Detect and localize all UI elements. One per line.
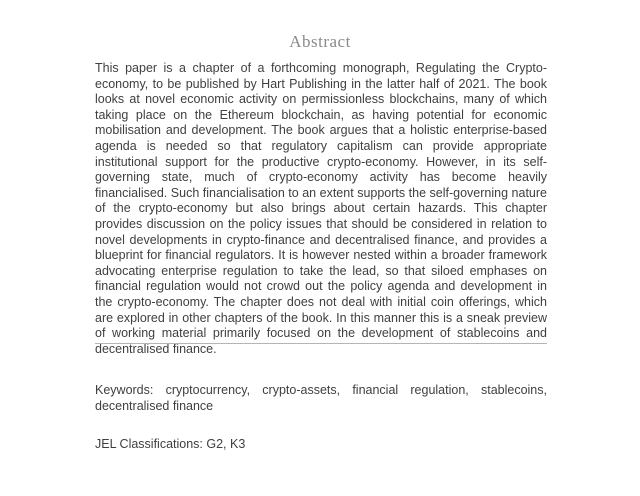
section-divider: [95, 343, 547, 344]
jel-classifications-line: JEL Classifications: G2, K3: [95, 437, 246, 451]
abstract-body-text: This paper is a chapter of a forthcoming monograph, Regulating the Crypto-economy, to be published by Hart Publishing in the latter half of 2021. The book looks at novel economic activity on permissionless blockchains, many of which taking place on the Ethereum blockchain, as having potential for economic mobilisation and development. The book argues that a holistic enterprise-based agenda is needed so that regulatory capitalism can provide appropriate institutional support for the productive crypto-economy. However, in its self-governing state, much of crypto-economy activity has become heavily financialised. Such financialisation to an extent supports the self-governing nature of the crypto-economy but also brings about certain hazards. This chapter provides discussion on the policy issues that should be considered in relation to novel developments in crypto-finance and decentralised finance, and provides a blueprint for financial regulators. It is however nested within a broader framework advocating enterprise regulation to take the lead, so that siloed emphases on financial regulation would not crowd out the policy agenda and development in the crypto-economy. The chapter does not deal with initial coin offerings, which are explored in other chapters of the book. In this manner this is a sneak preview of working material primarily focused on the development of stablecoins and decentralised finance.: [95, 61, 547, 356]
keywords-line: Keywords: cryptocurrency, crypto-assets, financial regulation, stablecoins, decentralised finance: [95, 383, 547, 413]
abstract-heading: Abstract: [289, 32, 351, 51]
